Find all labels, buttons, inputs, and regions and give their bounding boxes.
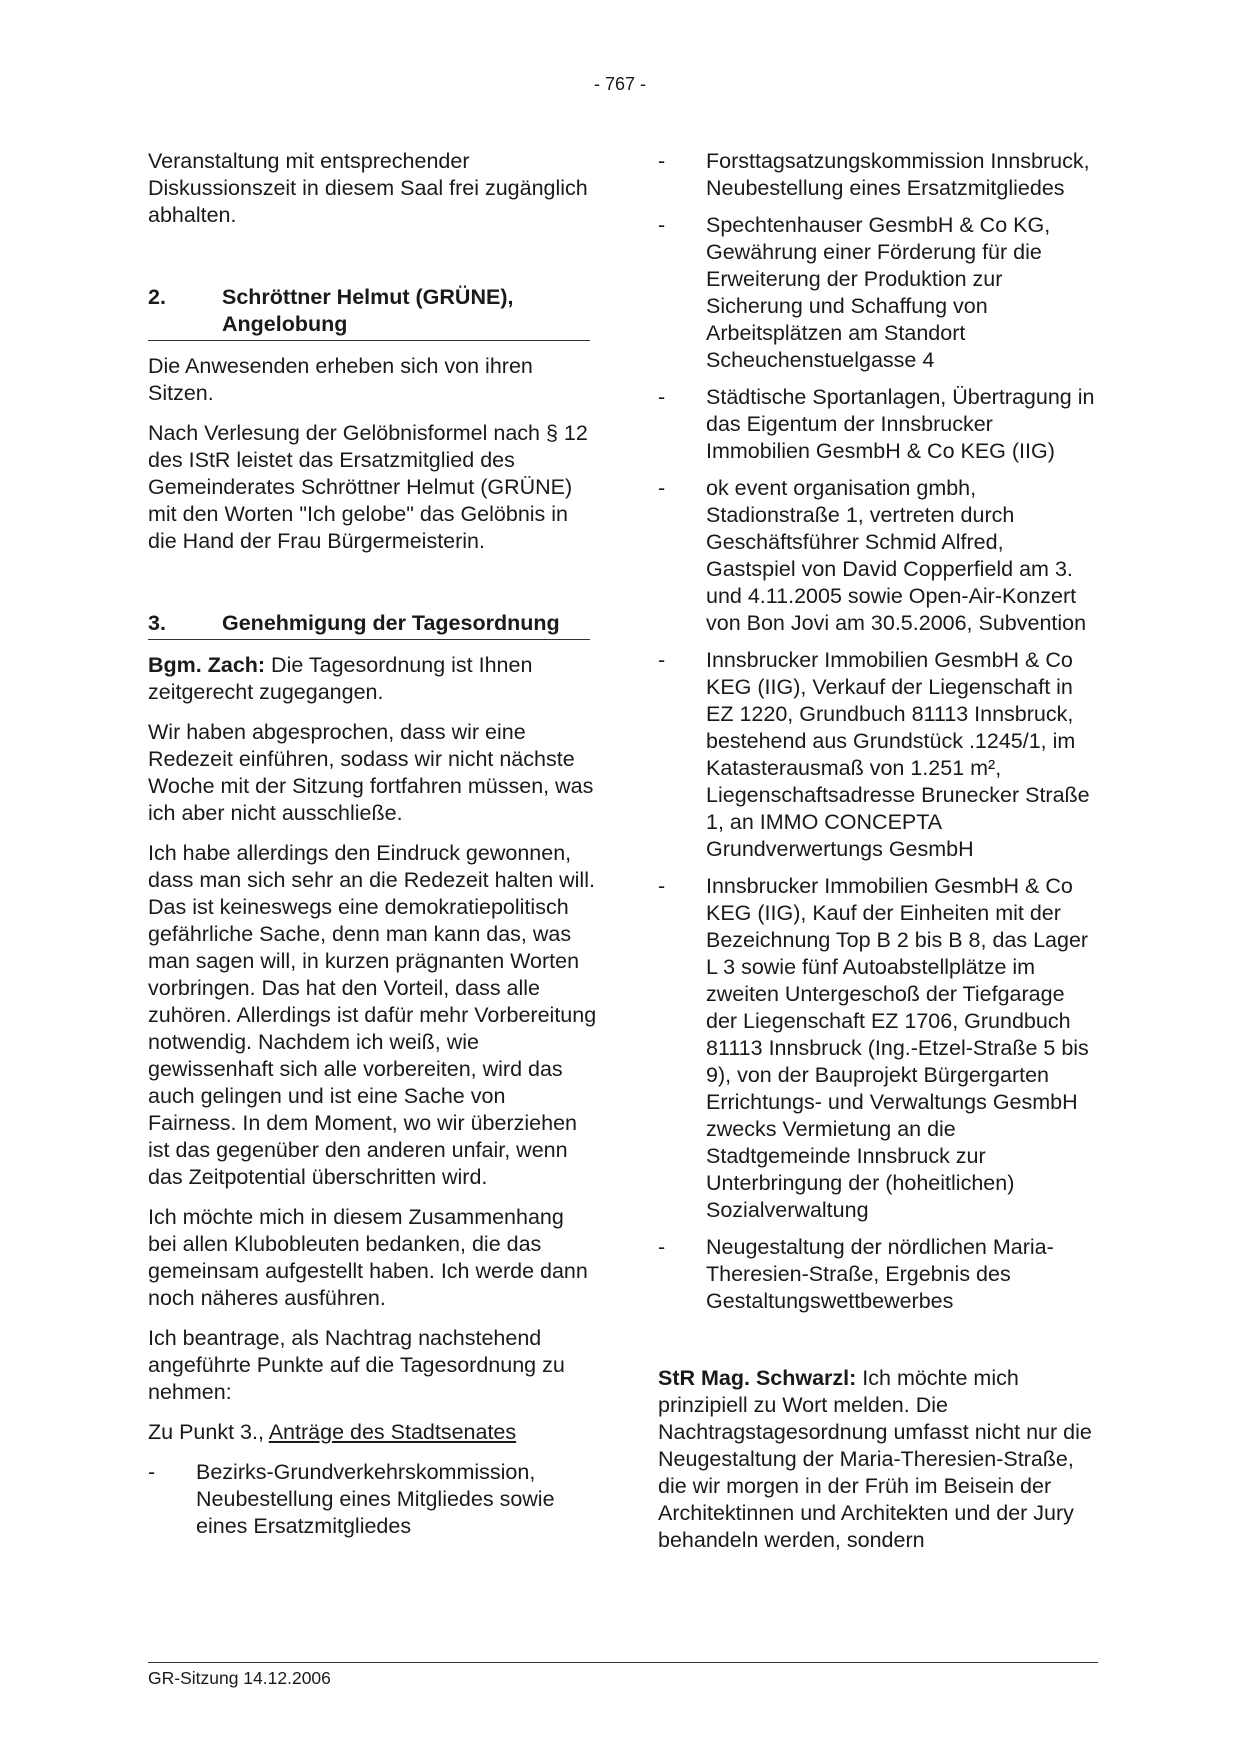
list-item-text: Innsbrucker Immobilien GesmbH & Co KEG (IIG), Kauf der Einheiten mit der Bezeichnung Top B 2 bis B 8, das Lager L 3 sowie fünf Autoabstellplätze im zweiten Untergeschoß der Tiefgarage der Liegenschaft EZ 1706, Grundbuch 81113 Innsbruck (Ing.-Etzel-Straße 5 bis 9), von der Bauprojekt Bürgergarten Errichtungs- und Verwaltungs GesmbH zwecks Vermietung an die Stadtgemeinde Innsbruck zur Unterbringung der (hoheitlichen) Sozialverwaltung [706,874,1089,1222]
list-item [148,1459,598,1540]
footer-text: GR-Sitzung 14.12.2006 [148,1668,331,1688]
agenda-list-right [658,148,1098,1315]
list-item [658,1234,1098,1315]
footer-divider [148,1662,1098,1663]
paragraph: Wir haben abgesprochen, dass wir eine Redezeit einführen, sodass wir nicht nächste Woche mit der Sitzung fortfahren müssen, was ich aber nicht ausschließe. [148,720,594,825]
dash-bullet: - [658,149,666,173]
dash-bullet: - [148,1460,156,1484]
speech-paragraph [658,1365,1098,1554]
intro-paragraph: Veranstaltung mit entsprechender Diskussionszeit in diesem Saal frei zugänglich abhalten. [148,149,588,227]
speaker-name: Bgm. Zach: [148,653,266,677]
list-item-text: Neugestaltung der nördlichen Maria-Theresien-Straße, Ergebnis des Gestaltungswettbewerbes [706,1235,1054,1313]
list-item-text: Spechtenhauser GesmbH & Co KG, Gewährung einer Förderung für die Erweiterung der Produktion zur Sicherung und Schaffung von Arbeitsplätzen am Standort Scheuchenstuelgasse 4 [706,213,1051,372]
section-number: 3. [148,611,166,635]
right-column [658,148,1098,1567]
list-item [658,647,1098,863]
dash-bullet: - [658,213,666,237]
left-column [148,148,598,1553]
list-item-text: Forsttagsatzungskommission Innsbruck, Neubestellung eines Ersatzmitgliedes [706,149,1090,200]
speaker-name: StR Mag. Schwarzl: [658,1366,857,1390]
zu-punkt-line [148,1419,598,1446]
dash-bullet: - [658,1235,666,1259]
list-item [658,384,1098,465]
list-item [658,873,1098,1224]
list-item [658,475,1098,637]
speech-text: Die Tagesordnung ist Ihnen zeitgerecht zugegangen. [148,653,533,704]
agenda-list-left [148,1459,598,1540]
paragraph: Ich möchte mich in diesem Zusammenhang bei allen Klubobleuten bedanken, die das gemeinsam aufgestellt haben. Ich werde dann noch näheres ausführen. [148,1205,588,1310]
list-item-text: Städtische Sportanlagen, Übertragung in das Eigentum der Innsbrucker Immobilien GesmbH & Co KEG (IIG) [706,385,1095,463]
list-item-text: Innsbrucker Immobilien GesmbH & Co KEG (IIG), Verkauf der Liegenschaft in EZ 1220, Grundbuch 81113 Innsbruck, bestehend aus Grundstück .1245/1, im Katasterausmaß von 1.251 m², Liegenschaftsadresse Brunecker Straße 1, an IMMO CONCEPTA Grundverwertungs GesmbH [706,648,1090,861]
section-heading-2 [148,284,590,341]
list-item [658,148,1098,202]
dash-bullet: - [658,385,666,409]
dash-bullet: - [658,874,666,898]
speech-paragraph [148,652,598,706]
paragraph: Ich beantrage, als Nachtrag nachstehend angeführte Punkte auf die Tagesordnung zu nehmen: [148,1326,565,1404]
speech-text: Ich möchte mich prinzipiell zu Wort melden. Die Nachtragstagesordnung umfasst nicht nur die Neugestaltung der Maria-Theresien-Straße, die wir morgen in der Früh im Beisein der Architektinnen und Architekten und der Jury behandeln werden, sondern [658,1366,1092,1552]
page-number: - 767 - [593,74,647,94]
section-title: Schröttner Helmut (GRÜNE), Angelobung [222,285,514,336]
section-title: Genehmigung der Tagesordnung [222,611,560,635]
dash-bullet: - [658,648,666,672]
zu-punkt-prefix: Zu Punkt 3., [148,1420,269,1444]
section-number: 2. [148,285,166,309]
paragraph: Ich habe allerdings den Eindruck gewonnen, dass man sich sehr an die Redezeit halten will. Das ist keineswegs eine demokratiepolitisch gefährliche Sache, denn man kann das, was man sagen will, in kurzen prägnanten Worten vorbringen. Das hat den Vorteil, dass alle zuhören. Allerdings ist dafür mehr Vorbereitung notwendig. Nachdem ich weiß, wie gewissenhaft sich alle vorbereiten, wird das auch gelingen und ist eine Sache von Fairness. In dem Moment, wo wir überziehen ist das gegenüber den anderen unfair, wenn das Zeitpotential überschritten wird. [148,841,597,1189]
section-heading-3 [148,610,590,640]
paragraph: Nach Verlesung der Gelöbnisformel nach § 12 des IStR leistet das Ersatzmitglied des Gemeinderates Schröttner Helmut (GRÜNE) mit den Worten "Ich gelobe" das Gelöbnis in die Hand der Frau Bürgermeisterin. [148,421,588,553]
list-item [658,212,1098,374]
paragraph: Die Anwesenden erheben sich von ihren Sitzen. [148,354,533,405]
dash-bullet: - [658,476,666,500]
list-item-text: Bezirks-Grundverkehrskommission, Neubestellung eines Mitgliedes sowie eines Ersatzmitgliedes [196,1460,555,1538]
zu-punkt-reference: Anträge des Stadtsenates [268,1420,517,1444]
list-item-text: ok event organisation gmbh, Stadionstraße 1, vertreten durch Geschäftsführer Schmid Alfred, Gastspiel von David Copperfield am 3. und 4.11.2005 sowie Open-Air-Konzert von Bon Jovi am 30.5.2006, Subvention [706,476,1087,635]
